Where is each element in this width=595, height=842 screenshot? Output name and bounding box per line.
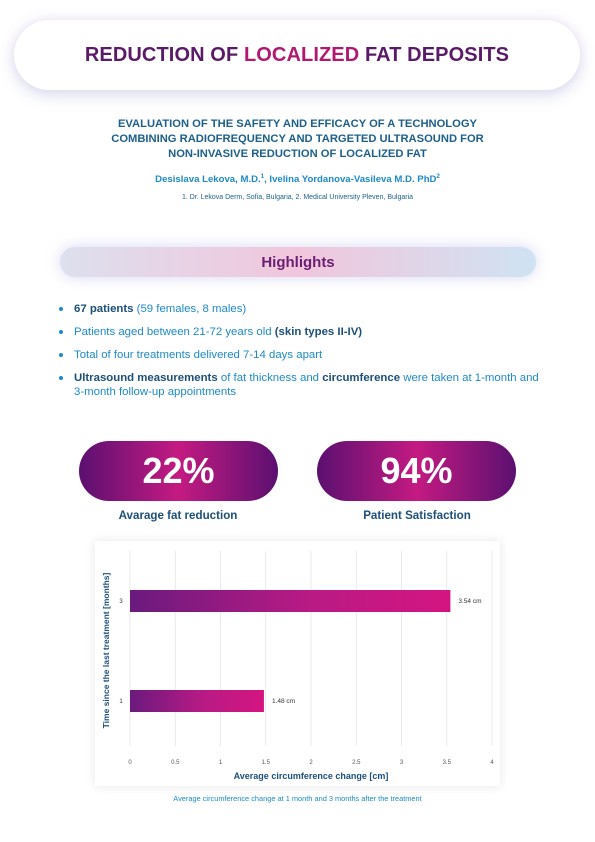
highlights-banner: [60, 247, 536, 277]
study-subtitle: [60, 117, 535, 162]
title-part-2: LOCALIZED: [243, 43, 360, 66]
x-axis-title: Average circumference change [cm]: [233, 771, 389, 781]
stat-satisfaction-label: Patient Satisfaction: [363, 509, 471, 522]
bullet-2-bold: (skin types II-IV): [274, 326, 363, 338]
list-item: [58, 302, 543, 316]
title-part-1: REDUCTION OF: [84, 43, 244, 66]
title-part-3: FAT DEPOSITS: [359, 43, 510, 66]
stat-satisfaction-value: 94%: [317, 441, 516, 501]
bullet-4-post: were taken at 1-month and 3-month follow-up appointments: [74, 372, 539, 398]
x-tick-label: 2: [309, 760, 313, 766]
stat-fat-reduction-label: Avarage fat reduction: [118, 509, 238, 522]
subtitle-line-2: COMBINING RADIOFREQUENCY AND TARGETED ULTRASOUND FOR: [111, 133, 484, 145]
chart-caption: Average circumference change at 1 month and 3 months after the treatment: [173, 794, 422, 803]
y-tick-label: 1: [119, 699, 123, 705]
bullet-2-text: Patients aged between 21-72 years old: [74, 326, 275, 338]
x-tick-label: 2.5: [352, 760, 361, 766]
stat-fat-reduction-value: 22%: [79, 441, 278, 501]
x-tick-label: 3.5: [442, 760, 451, 766]
x-tick-label: 0: [128, 760, 132, 766]
x-tick-label: 4: [490, 760, 494, 766]
bullet-4-bold-2: circumference: [322, 372, 401, 384]
data-label: 3.54 cm: [458, 598, 482, 605]
highlights-list: [58, 302, 543, 408]
x-tick-label: 0.5: [171, 760, 180, 766]
x-tick-label: 1.5: [261, 760, 270, 766]
x-tick-label: 1: [218, 760, 223, 766]
bar-3-month: [130, 590, 450, 612]
list-item: [58, 325, 543, 339]
author-2-sup: 2: [436, 174, 440, 180]
bullet-1-bold: 67 patients: [74, 303, 134, 315]
author-1: Desislava Lekova, M.D.: [155, 174, 261, 186]
author-1-sup: 1: [260, 174, 265, 180]
authors: [40, 174, 555, 185]
chart-card: [95, 541, 500, 786]
affiliations: 1. Dr. Lekova Derm, Sofia, Bulgaria, 2. Medical University Pleven, Bulgaria: [181, 194, 414, 201]
subtitle-line-1: EVALUATION OF THE SAFETY AND EFFICACY OF A TECHNOLOGY: [117, 118, 478, 130]
highlights-title: Highlights: [261, 253, 335, 271]
bar-1-month: [130, 690, 264, 712]
data-label: 1.48 cm: [271, 698, 296, 705]
list-item: [58, 348, 543, 362]
circumference-chart: [95, 541, 500, 786]
list-item: [58, 371, 543, 399]
bullet-1-text: (59 females, 8 males): [133, 303, 247, 315]
title-banner: [14, 20, 580, 90]
y-tick-label: 3: [119, 599, 123, 605]
subtitle-line-3: NON-INVASIVE REDUCTION OF LOCALIZED FAT: [168, 148, 427, 160]
bullet-4-bold-1: Ultrasound measurements: [74, 372, 218, 384]
x-tick-label: 3: [399, 760, 404, 766]
author-separator: ,: [264, 174, 270, 186]
bullet-3-text: Total of four treatments delivered 7-14 days apart: [74, 349, 323, 361]
author-2: Ivelina Yordanova-Vasileva M.D. PhD: [269, 174, 437, 186]
y-axis-title: Time since the last treatment [months]: [101, 572, 111, 729]
bullet-4-mid: of fat thickness and: [217, 372, 323, 384]
page-title: [85, 44, 509, 67]
